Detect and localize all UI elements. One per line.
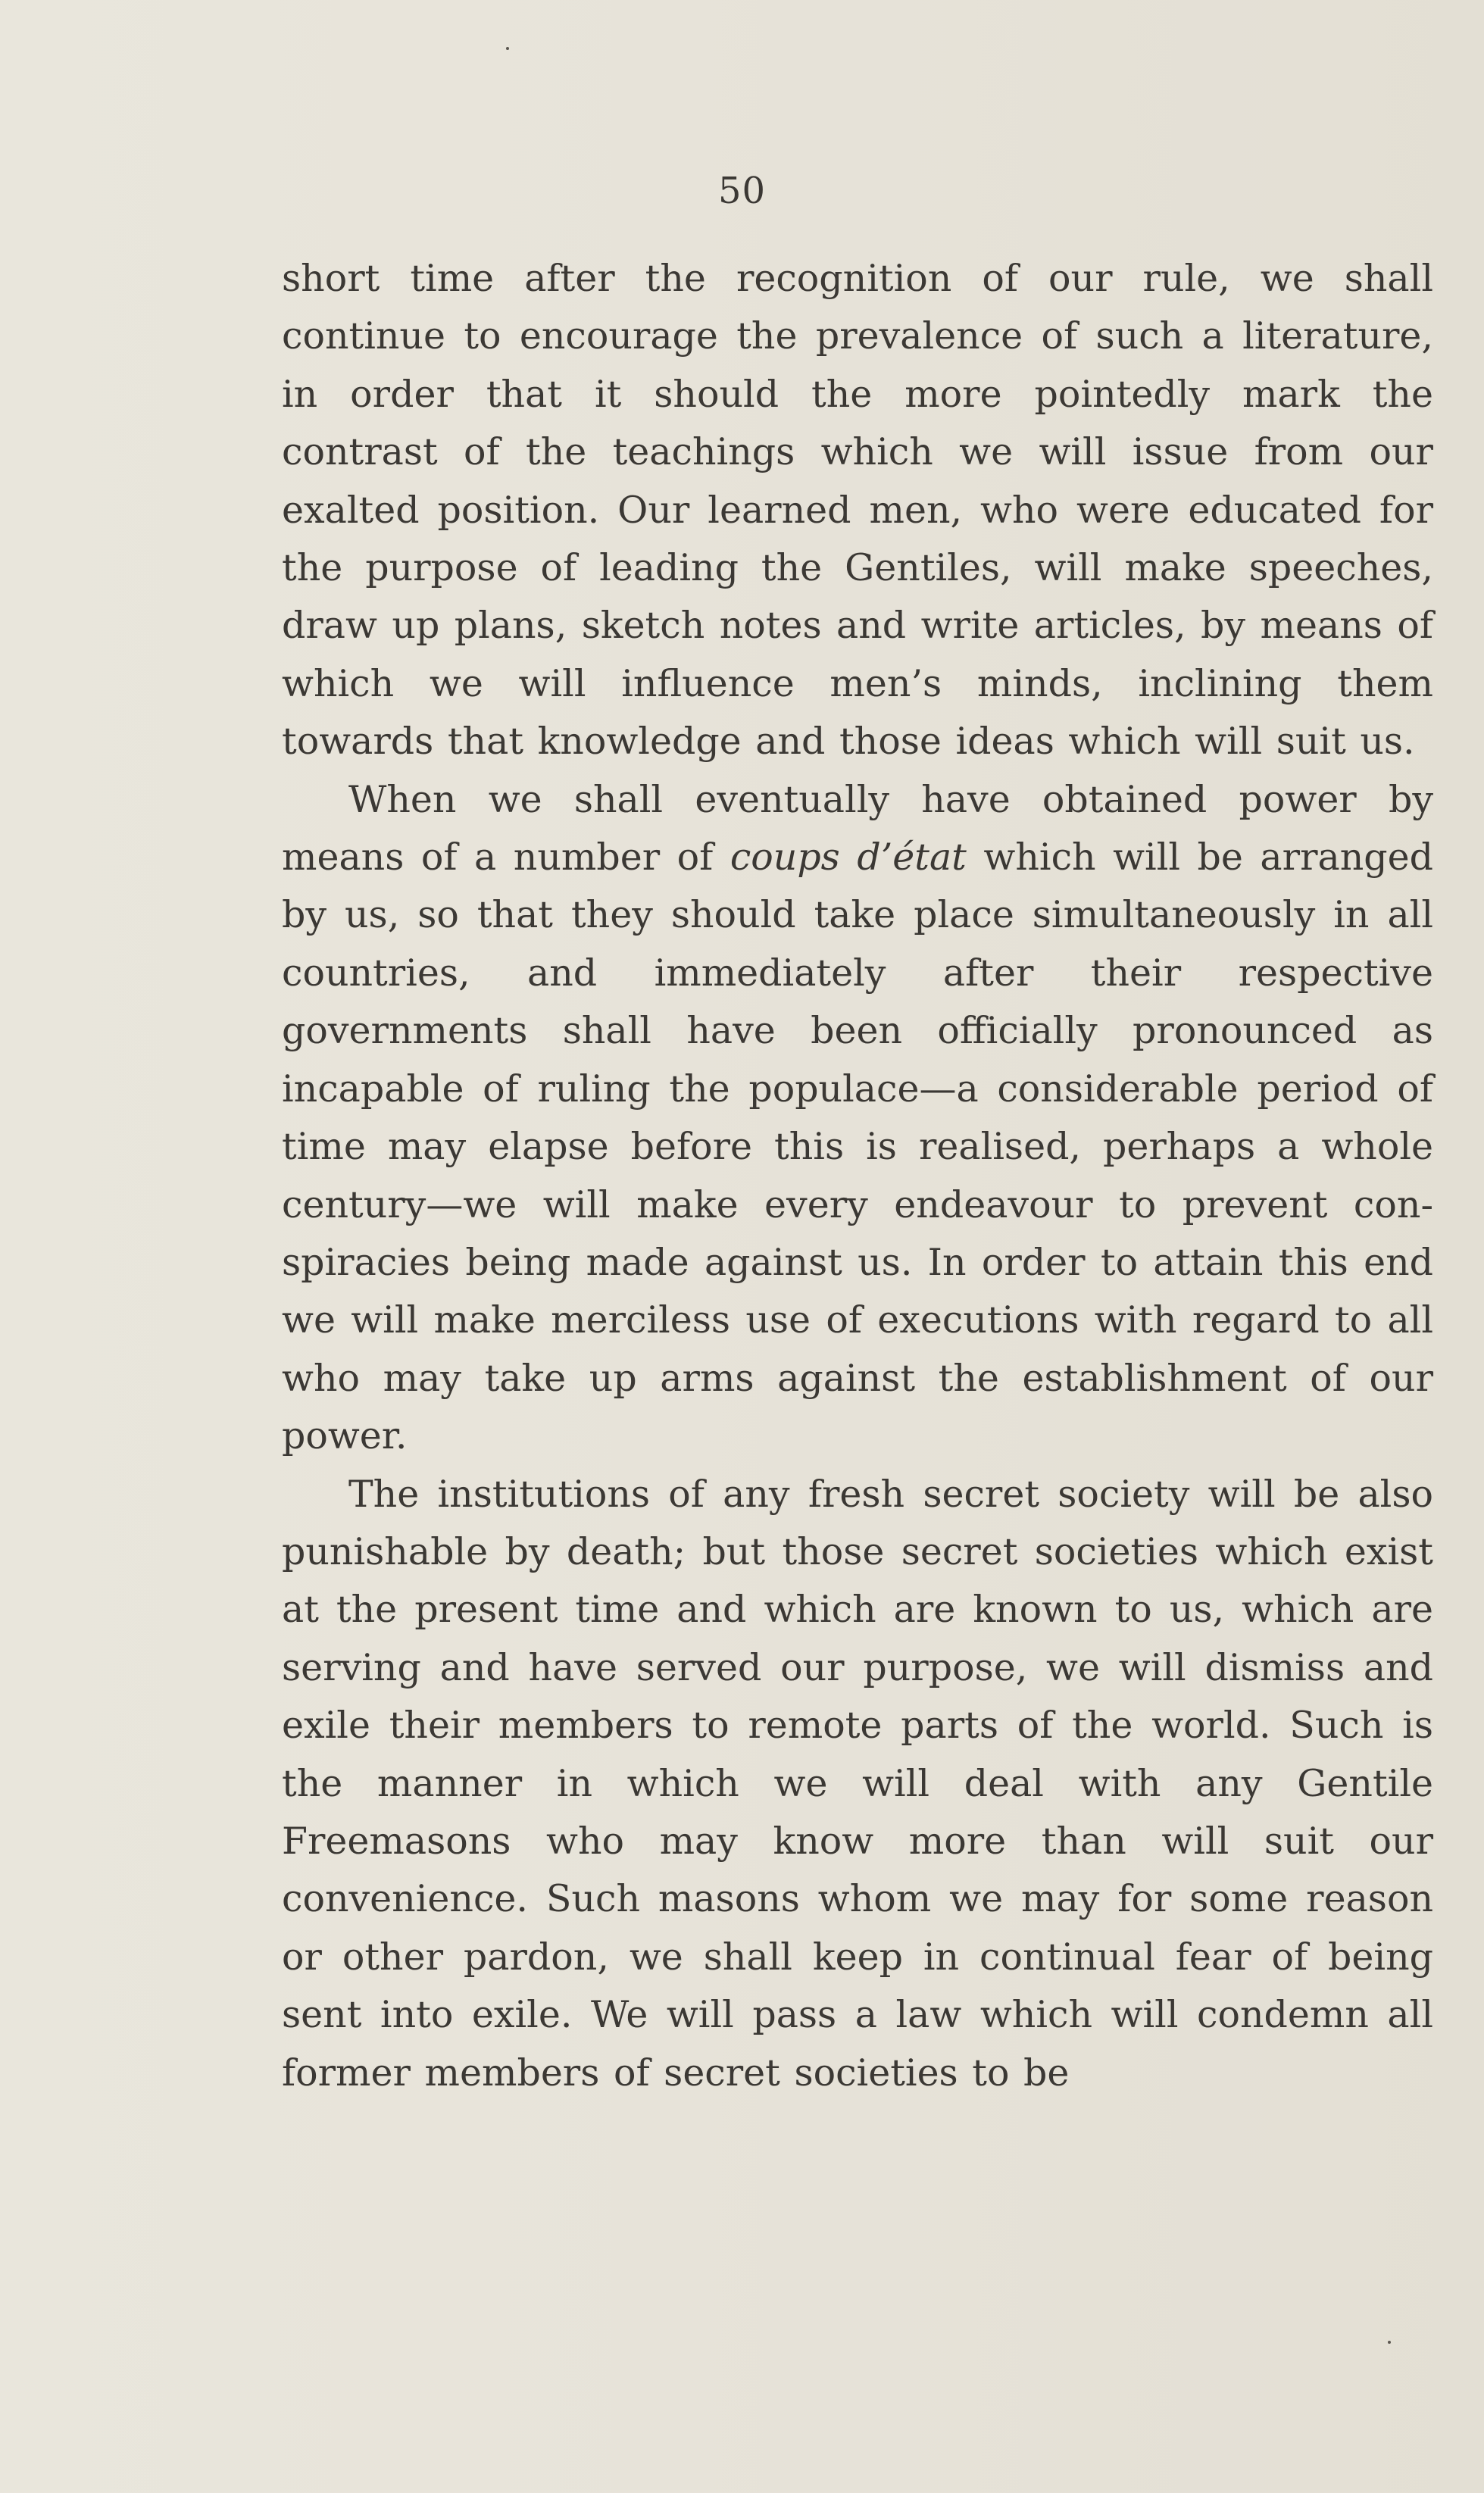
body-text: [282, 250, 1433, 2102]
paragraph-3-text: The institutions of any fresh secret society will be also punishable by death; but those secret societies which exist at the present time and which are known to us, which are serving and have served our purpose, we will dismiss and exile their members to remote parts of the world. Such is the manner in which we will deal with any Gentile Freemasons who may know more than will suit our convenience. Such masons whom we may for some reason or other pardon, we shall keep in continual fear of being sent into exile. We will pass a law which will condemn all former members of secret societies to be: [282, 1472, 1433, 2095]
paragraph-1: [282, 250, 1433, 771]
paragraph-2-text-start: When we shall eventually have obtained power by means of a number of: [282, 777, 1433, 879]
italic-phrase: coups d’état: [730, 836, 967, 879]
page-speck: [506, 47, 509, 50]
paragraph-1-text: short time after the recognition of our rule, we shall continue to encourage the prevalence of such a literature, in order that it should the more pointedly mark the contrast of the teachings which we will issue from our exalted position. Our learned men, who were educated for the purpose of leading the Gentiles, will make speeches, draw up plans, sketch notes and write articles, by means of which we will influence men’s minds, inclining them towards that knowledge and those ideas which will suit us.: [282, 257, 1433, 764]
page-number: 50: [717, 170, 767, 212]
paragraph-2: [282, 771, 1433, 1466]
paragraph-3: [282, 1466, 1433, 2102]
paragraph-2-text-end: which will be arranged by us, so that they should take place simultaneously in all countries, and immediately after their respective governments shall have been officially pronounced as incapable of ruling the populace—a considerable period of time may elapse before this is realised, perhaps a whole century—we will make every endeavour to prevent conspiracies being made against us. In order to attain this end we will make merciless use of executions with regard to all who may take up arms against the establishment of our power.: [282, 836, 1433, 1458]
page-speck: [1388, 2341, 1391, 2344]
